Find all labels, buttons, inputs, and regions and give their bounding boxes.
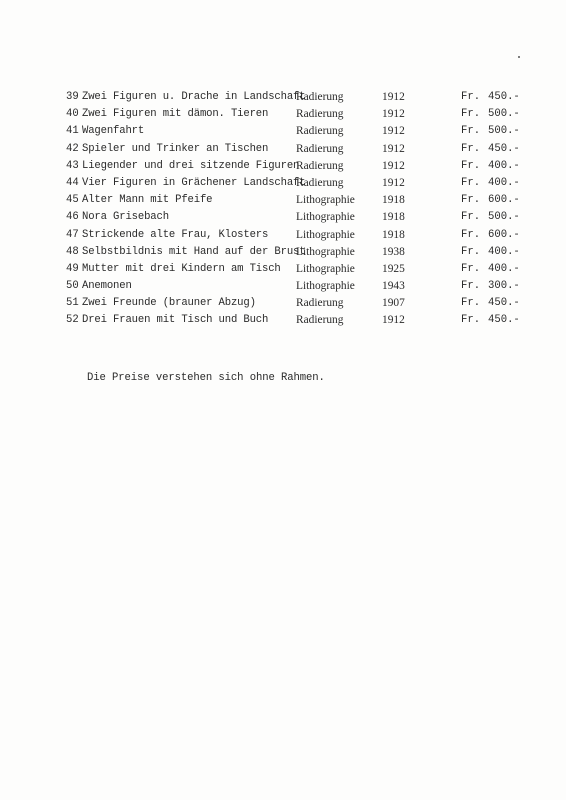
item-price: 450.- <box>488 314 520 327</box>
item-year: 1938 <box>382 245 405 258</box>
item-title: Selbstbildnis mit Hand auf der Brust <box>82 245 306 258</box>
item-title: Anemonen <box>82 280 132 293</box>
item-currency: Fr. <box>461 142 481 155</box>
item-title: Spieler und Trinker an Tischen <box>82 142 269 155</box>
item-title: Alter Mann mit Pfeife <box>82 194 213 207</box>
list-item <box>66 209 536 226</box>
item-technique: Lithographie <box>296 245 355 258</box>
list-item <box>66 158 536 175</box>
item-title: Mutter mit drei Kindern am Tisch <box>82 262 281 275</box>
item-currency: Fr. <box>461 314 481 327</box>
item-number: 42 <box>66 142 79 155</box>
item-technique: Radierung <box>296 142 344 155</box>
list-item <box>66 192 536 209</box>
item-number: 51 <box>66 297 79 310</box>
item-price: 500.- <box>488 108 520 121</box>
item-title: Zwei Freunde (brauner Abzug) <box>82 297 256 310</box>
item-price: 450.- <box>488 142 520 155</box>
item-number: 45 <box>66 194 79 207</box>
item-year: 1907 <box>382 297 405 310</box>
item-year: 1918 <box>382 211 405 224</box>
item-currency: Fr. <box>461 280 481 293</box>
item-number: 41 <box>66 125 79 138</box>
item-title: Zwei Figuren u. Drache in Landschaft <box>82 91 306 103</box>
item-price: 400.- <box>488 262 520 275</box>
price-note: Die Preise verstehen sich ohne Rahmen. <box>87 372 325 384</box>
item-price: 600.- <box>488 194 520 207</box>
item-technique: Radierung <box>296 314 344 327</box>
list-item <box>66 312 536 329</box>
item-title: Strickende alte Frau, Klosters <box>82 228 269 241</box>
item-year: 1912 <box>382 159 405 172</box>
list-item <box>66 89 536 106</box>
item-title: Drei Frauen mit Tisch und Buch <box>82 314 269 327</box>
item-currency: Fr. <box>461 245 481 258</box>
item-currency: Fr. <box>461 125 481 138</box>
item-price: 400.- <box>488 159 520 172</box>
item-number: 46 <box>66 211 79 224</box>
item-year: 1912 <box>382 108 405 121</box>
list-item <box>66 123 536 140</box>
item-year: 1943 <box>382 280 405 293</box>
paper-speck <box>518 56 520 58</box>
price-list <box>66 89 536 330</box>
item-number: 44 <box>66 176 79 189</box>
item-technique: Radierung <box>296 159 344 172</box>
item-currency: Fr. <box>461 91 481 103</box>
item-title: Vier Figuren in Grächener Landschaft <box>82 176 306 189</box>
item-number: 40 <box>66 108 79 121</box>
item-year: 1918 <box>382 194 405 207</box>
item-year: 1912 <box>382 91 405 103</box>
item-price: 500.- <box>488 211 520 224</box>
item-price: 500.- <box>488 125 520 138</box>
list-item <box>66 261 536 278</box>
item-number: 43 <box>66 159 79 172</box>
item-number: 52 <box>66 314 79 327</box>
item-technique: Lithographie <box>296 194 355 207</box>
item-currency: Fr. <box>461 176 481 189</box>
item-price: 400.- <box>488 176 520 189</box>
item-technique: Radierung <box>296 125 344 138</box>
item-year: 1912 <box>382 142 405 155</box>
item-technique: Radierung <box>296 91 344 103</box>
item-year: 1912 <box>382 125 405 138</box>
list-item <box>66 227 536 244</box>
item-title: Nora Grisebach <box>82 211 169 224</box>
item-year: 1925 <box>382 262 405 275</box>
item-number: 48 <box>66 245 79 258</box>
item-number: 50 <box>66 280 79 293</box>
item-currency: Fr. <box>461 159 481 172</box>
item-technique: Lithographie <box>296 228 355 241</box>
item-price: 450.- <box>488 91 520 103</box>
list-item <box>66 106 536 123</box>
item-price: 300.- <box>488 280 520 293</box>
item-currency: Fr. <box>461 211 481 224</box>
item-technique: Radierung <box>296 297 344 310</box>
item-title: Liegender und drei sitzende Figuren <box>82 159 300 172</box>
item-price: 400.- <box>488 245 520 258</box>
item-title: Zwei Figuren mit dämon. Tieren <box>82 108 269 121</box>
item-technique: Radierung <box>296 176 344 189</box>
item-number: 49 <box>66 262 79 275</box>
item-currency: Fr. <box>461 108 481 121</box>
item-technique: Lithographie <box>296 262 355 275</box>
item-price: 450.- <box>488 297 520 310</box>
list-item <box>66 244 536 261</box>
list-item <box>66 141 536 158</box>
item-number: 39 <box>66 91 79 103</box>
item-year: 1912 <box>382 176 405 189</box>
list-item <box>66 278 536 295</box>
item-technique: Lithographie <box>296 280 355 293</box>
item-technique: Radierung <box>296 108 344 121</box>
item-technique: Lithographie <box>296 211 355 224</box>
item-currency: Fr. <box>461 262 481 275</box>
item-currency: Fr. <box>461 297 481 310</box>
item-currency: Fr. <box>461 194 481 207</box>
item-currency: Fr. <box>461 228 481 241</box>
item-year: 1912 <box>382 314 405 327</box>
item-price: 600.- <box>488 228 520 241</box>
list-item <box>66 295 536 312</box>
item-number: 47 <box>66 228 79 241</box>
item-year: 1918 <box>382 228 405 241</box>
list-item <box>66 175 536 192</box>
item-title: Wagenfahrt <box>82 125 145 138</box>
